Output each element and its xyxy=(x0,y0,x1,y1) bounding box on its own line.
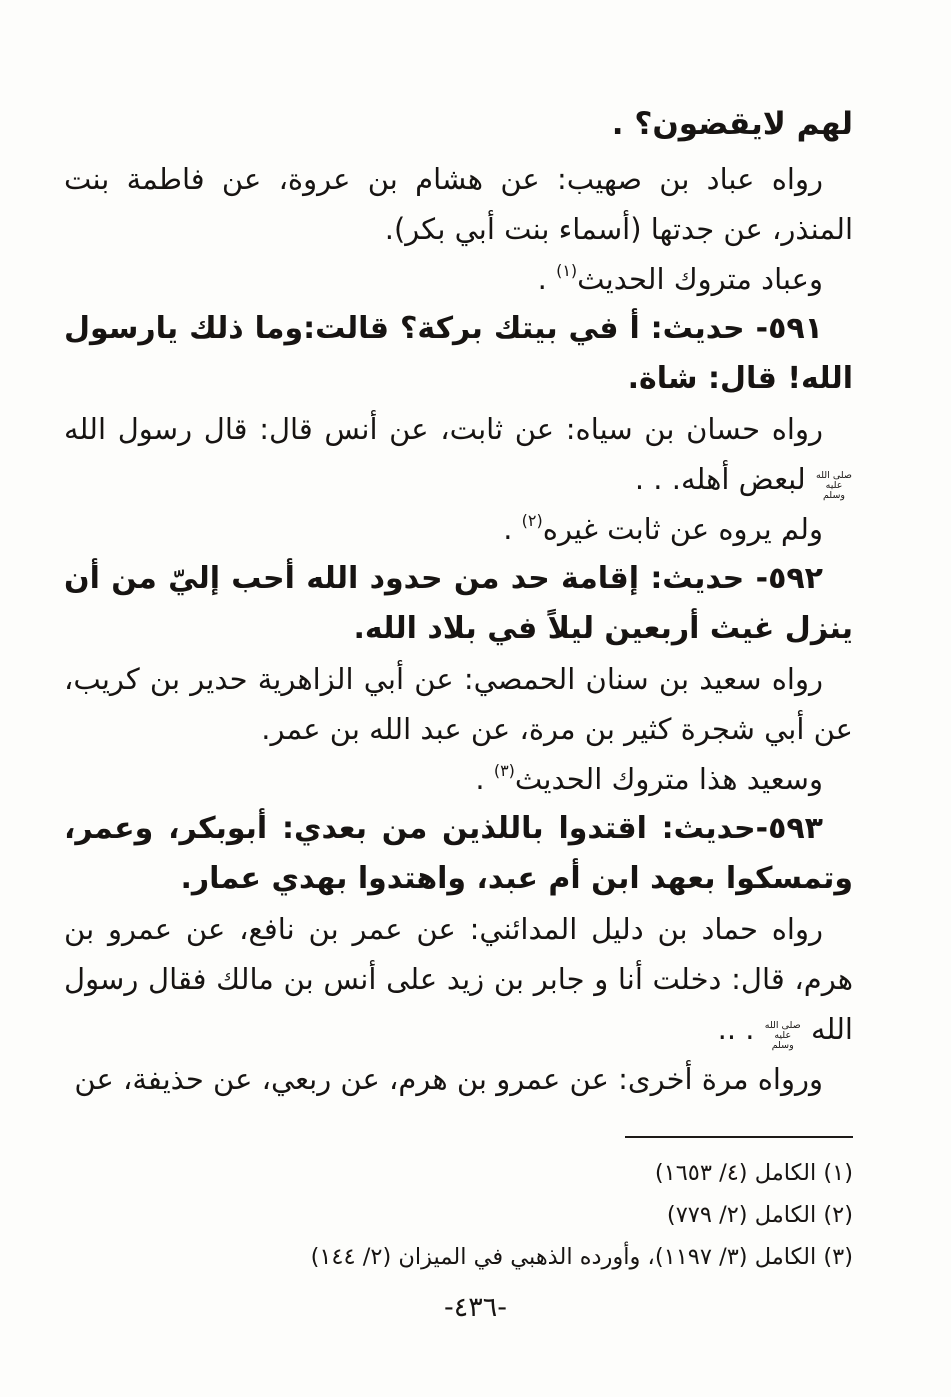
hadith-heading-592: ٥٩٢- حديث: إقامة حد من حدود الله أحب إليّ من أن ينزل غيث أربعين ليلاً في بلاد الله. xyxy=(64,561,853,646)
grading-paragraph xyxy=(64,504,853,554)
pbuh-seal-icon: صلى الله عليه وسلم xyxy=(764,1020,801,1051)
narration-paragraph: رواه عباد بن صهيب: عن هشام بن عروة، عن فاطمة بنت المنذر، عن جدتها (أسماء بنت أبي بكر). xyxy=(64,162,853,246)
grading-tail: . xyxy=(503,512,522,546)
grading-paragraph xyxy=(64,254,853,304)
hadith-heading-591: ٥٩١- حديث: أ في بيتك بركة؟ قالت:وما ذلك يارسول الله! قال: شاة. xyxy=(64,311,853,396)
footnote-1: (١) الكامل (٤/ ١٦٥٣) xyxy=(654,1160,853,1186)
grading-text: وعباد متروك الحديث xyxy=(577,262,823,296)
footnote-marker-1: (١) xyxy=(556,261,578,280)
narration-text: رواه حماد بن دليل المدائني: عن عمر بن نافع، عن عمرو بن هرم، قال: دخلت أنا و جابر بن زيد على أنس بن مالك فقال رسول الله xyxy=(64,912,853,1046)
footnote-3: (٣) الكامل (٣/ ١١٩٧)، وأورده الذهبي في الميزان (٢/ ١٤٤) xyxy=(310,1244,853,1270)
grading-tail: . xyxy=(475,762,494,796)
pbuh-seal-icon: صلى الله عليه وسلم xyxy=(816,470,852,501)
grading-tail: . xyxy=(537,262,557,296)
narration-text: رواه حسان بن سياه: عن ثابت، عن أنس قال: قال رسول الله xyxy=(64,412,823,446)
footnote-marker-3: (٣) xyxy=(493,761,515,780)
narration-paragraph: ورواه مرة أخرى: عن عمرو بن هرم، عن ربعي، عن حذيفة، عن xyxy=(74,1062,823,1096)
footnote-divider xyxy=(625,1136,853,1138)
hadith-tail-heading: لهم لايقضون؟ . xyxy=(611,106,853,142)
grading-text: ولم يروه عن ثابت غيره xyxy=(542,512,823,546)
grading-text: وسعيد هذا متروك الحديث xyxy=(514,762,823,796)
hadith-heading-593: ٥٩٣-حديث: اقتدوا باللذين من بعدي: أبوبكر، وعمر، وتمسكوا بعهد ابن أم عبد، واهتدوا بهدي عمار. xyxy=(64,811,853,896)
narration-paragraph: رواه سعيد بن سنان الحمصي: عن أبي الزاهرية حدير بن كريب، عن أبي شجرة كثير بن مرة، عن عبد الله بن عمر. xyxy=(64,662,853,746)
narration-paragraph xyxy=(64,404,853,504)
narration-paragraph xyxy=(64,904,853,1054)
grading-paragraph xyxy=(64,754,853,804)
narration-tail: . .. xyxy=(717,1012,764,1046)
page-number: -٤٣٦- xyxy=(443,1292,507,1323)
footnote-marker-2: (٢) xyxy=(521,511,543,530)
narration-tail: لبعض أهله. . . xyxy=(634,462,815,496)
footnote-2: (٢) الكامل (٢/ ٧٧٩) xyxy=(666,1202,853,1228)
